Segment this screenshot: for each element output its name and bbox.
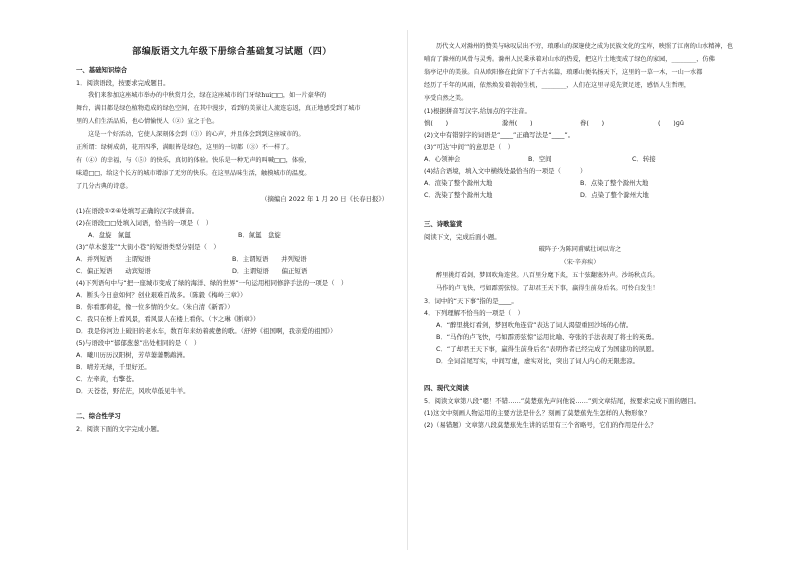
subquestion: (4)结合语境，填入文中横线处最恰当的一项是（ ） (424, 167, 587, 175)
option[interactable]: C．左牵黄，右擎苍。 (76, 375, 138, 383)
subquestion: (3)“草木葱茏”“大街小巷”的短语类型分别是（ ） (76, 243, 220, 251)
blank[interactable]: 眷( ) (580, 119, 605, 127)
right-column (424, 0, 736, 562)
section-heading-4: 四、现代文阅读 (424, 384, 469, 392)
option[interactable]: C．洗染了整个滁州大地 (424, 191, 493, 199)
poem-line: 醉里挑灯看剑，梦回吹角连营。八百里分麾下炙，五十弦翻塞外声。沙场秋点兵。 (436, 272, 659, 279)
option[interactable]: B．氤氲 盘旋 (238, 231, 281, 239)
question-5: 5．阅读文章第八段“嗯！不错……”莫楚蕉先声问他说……”到文章结尾，按要求完成下面的题目。 (424, 397, 701, 405)
blank[interactable]: ( )ɡǔ (658, 119, 684, 127)
passage-line: 这是一个好活动，它使人深刻体会到（①）的心声，并且体会到到这座城市的。 (88, 131, 305, 138)
question-3: 3．词中的“天下事”指的是____。 (424, 297, 518, 305)
subquestion: (2)（易错题）文章第八段莫楚蕉先生讲的话里有三个省略号，它们的作用是什么？ (424, 421, 657, 429)
option[interactable]: A．并列短语 主谓短语 (76, 255, 151, 263)
option[interactable]: C．转接 (632, 155, 656, 163)
option[interactable]: C．我只在桥上看风景，看风景人在楼上看你。（卞之琳《断章》） (76, 315, 260, 323)
section-heading-3: 三、诗歌鉴赏 (424, 220, 463, 228)
passage-line: 味道□□，给这个长方的城市增添了无穷的快乐。在这里品味生活，触摸城市的温度。 (76, 170, 311, 177)
option-row (76, 253, 388, 265)
poem-title: 破阵子·为陈同甫赋壮词以寄之 (538, 246, 622, 253)
option[interactable]: D．全词首尾写实，中间写虚，虚实对比，突出了词人内心的无限悲凉。 (436, 357, 640, 365)
passage-line: 历代文人对滁州的赞美与咏叹层出不穷，琅琊山的深邃使之成为民族文化的宝库，映照了江南的山水精神，也 (436, 43, 733, 50)
option[interactable]: B．你看那荷花，像一位多情的少女。（朱自清《新晋》） (76, 303, 234, 311)
blank[interactable]: 滁州( ) (502, 119, 533, 127)
passage-source: （摘编自 2022 年 1 月 20 日《长春日报》） (261, 195, 388, 203)
option[interactable]: A．渲染了整个滁州大地 (424, 179, 493, 187)
passage-line: 我们来参加这座城市举办的中秋赏月会，绿在这座城市的门牙绿hui□□，如一片豪华的 (88, 92, 327, 99)
section-heading-2: 二、综合性学习 (76, 412, 121, 420)
option[interactable]: D．点染了整个滁州大地 (580, 191, 649, 199)
option[interactable]: C．“了却君王天下事，赢得生前身后名”表明作者已经完成了为国建功的夙愿。 (436, 345, 658, 353)
page-title: 部编版语文九年级下册综合基础复习试题（四） (132, 47, 332, 57)
passage-line: 翁亭记中的美景。自从欧阳修在此留下了千古名篇，琅琊山便名扬天下，这里的一草一木，一山一水都 (424, 69, 703, 76)
subquestion: (4)下列语句中与“把一座城市变成了绿的海洋、绿的世界”一句运用相同修辞手法的一项是（ ） (76, 279, 348, 287)
option[interactable]: B．空间 (528, 155, 552, 163)
question-1: 1．阅读语段，按要求完成题目。 (76, 79, 170, 87)
option-row (424, 153, 736, 165)
option[interactable]: A．盘旋 氤氲 (88, 231, 131, 239)
option[interactable]: D．天苍苍，野茫茫，风吹草低见牛羊。 (76, 387, 190, 395)
passage-line: 享受自然之美。 (424, 95, 468, 102)
option[interactable]: A．曦川历历汉阳树，芳草萋萋鹦鹉洲。 (76, 351, 190, 359)
option[interactable]: A．心领神会 (424, 155, 461, 163)
option-row (76, 229, 388, 241)
option[interactable]: A．断头今日意如何？创业艰难百战多。（陈毅《梅岭三章》） (76, 291, 247, 299)
option[interactable]: A．“醉里挑灯看剑，梦回吹角连营”表达了词人渴望重回沙场的心情。 (436, 321, 633, 329)
option[interactable]: D．我是你河边上破旧的老水车，数百年来纺着疲惫的歌。（舒婷《祖国啊，我亲爱的祖国》） (76, 327, 337, 335)
option[interactable]: B．点染了整个滁州大地 (580, 179, 649, 187)
option-row (424, 177, 736, 189)
option-row (424, 117, 736, 129)
section-heading-1: 一、基础知识综合 (76, 66, 128, 74)
passage-line: 有（④）的幸福，与（⑤）的快乐，真切的体验。快乐是一种无声的叫喊□□，体验， (76, 157, 311, 164)
option[interactable]: D．主谓短语 偏正短语 (232, 267, 308, 275)
left-column (76, 0, 388, 562)
passage-line: 舞台，满目都是绿色植物造成的绿色空间，在其中漫步，看到的美景让人流连忘返，真正地感受到了城市 (76, 105, 361, 112)
passage-line: 正所谓：绿树成荫，花开四季，满眼皆是绿色，这里的一切都（③）不一样了。 (76, 144, 293, 151)
option[interactable]: B．“马作的卢飞快，弓如霹雳弦惊”运用比喻、夸张的手法表现了将士的英勇。 (436, 333, 658, 341)
subquestion: (3)“可达‘中间’”的意思是（ ） (424, 143, 515, 151)
question-4: 4．下列理解不恰当的一项是（ ） (424, 309, 524, 317)
option[interactable]: B．晴芳无绿，千里好还。 (76, 363, 151, 371)
subquestion: (1)这文中刻画人物运用的主要方法是什么？刻画了莫楚蕉先生怎样的人物形象？ (424, 409, 651, 417)
question-2: 2．阅读下面的文字完成小题。 (76, 425, 164, 433)
option-row (76, 265, 388, 277)
subquestion: (2)在语段□□处填入词语，恰当的一项是（ ） (76, 219, 213, 227)
option-row (424, 189, 736, 201)
blank[interactable]: 慎( ) (424, 119, 449, 127)
subquestion: (1)根据拼音写汉字,给加点的字注音。 (424, 107, 531, 115)
option[interactable]: B．主谓短语 并列短语 (232, 255, 307, 263)
subquestion: (5)与语段中“郁郁葱葱”出处相同的是（ ） (76, 339, 201, 347)
passage-line: 哺育了滁州的风骨与灵秀。滁州人民秉承着对山水的热爱，把这片土地变成了绿色的家园，________，仿佛 (424, 56, 715, 63)
subquestion: (1)在语段①②④处填写正确的汉字或拼音。 (76, 207, 199, 215)
poem-line: 马作的卢飞快，弓如霹雳弦惊。了却君王天下事，赢得生前身后名。可怜白发生！ (436, 285, 659, 292)
passage-line: 了几分古典的诗意。 (76, 183, 132, 190)
passage-line: 里的人们生活品质，也心情愉悦人（②）宣之于色。 (76, 118, 219, 125)
poem-author: （宋·辛弃疾） (560, 259, 600, 266)
page-divider (407, 30, 408, 550)
option[interactable]: C．偏正短语 动宾短语 (76, 267, 151, 275)
passage-line: 经历了千年的风雨，依然焕发着勃勃生机，________，人们在这里寻觅先贤足迹，感悟人生哲理， (424, 82, 691, 89)
section-intro: 阅读下文，完成后面小题。 (424, 233, 501, 241)
subquestion: (2)文中有错别字的词语是“____”正确写法是“____”。 (424, 131, 575, 139)
